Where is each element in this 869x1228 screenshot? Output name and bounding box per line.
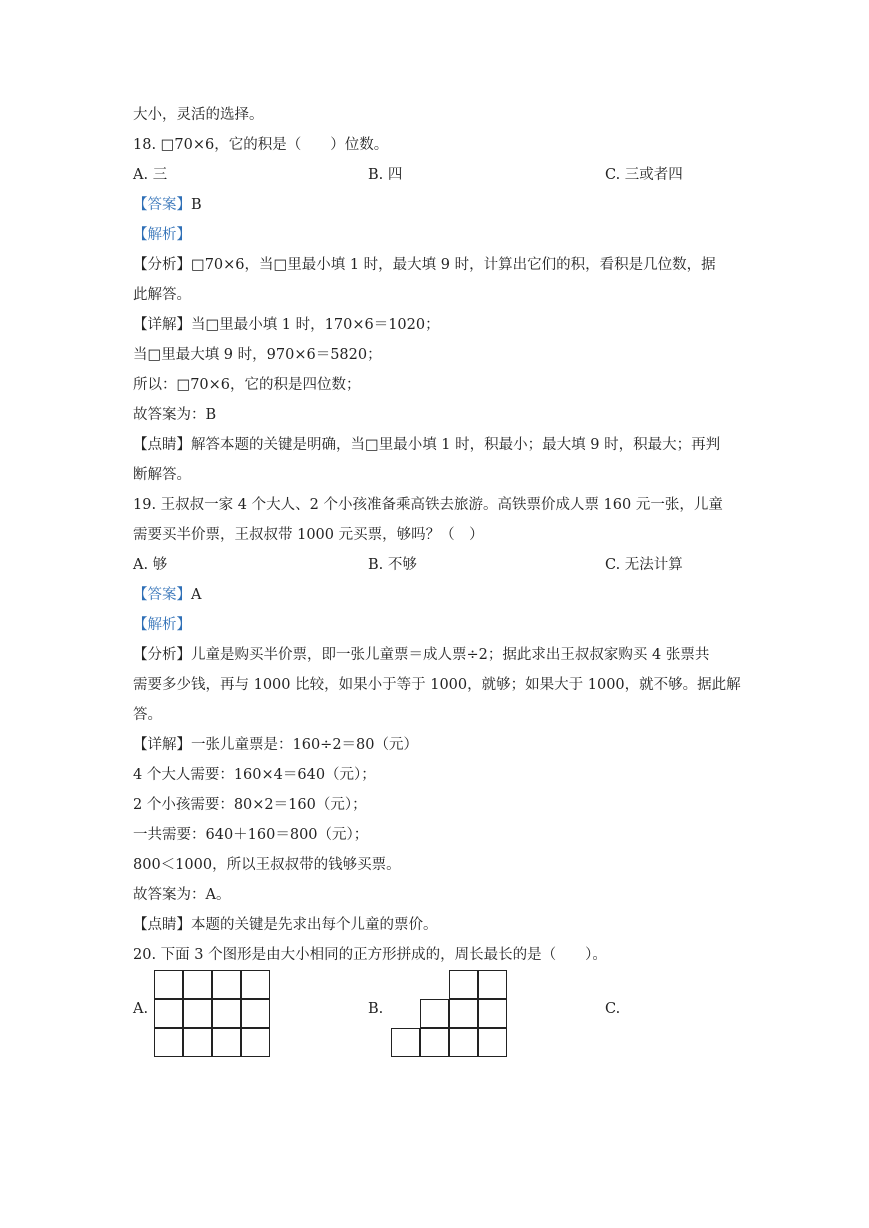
text-line: 大小，灵活的选择。 <box>133 107 264 123</box>
dianjing-text: 本题的关键是先求出每个儿童的票价。 <box>191 917 438 933</box>
document-page <box>133 100 743 970</box>
answer-value: B <box>191 197 202 213</box>
grid-cell <box>212 1028 241 1057</box>
grid-cell <box>449 970 478 999</box>
fenxi-tag: 【分析】 <box>133 257 191 273</box>
xiangjie-tag: 【详解】 <box>133 317 191 333</box>
xiangjie-line <box>133 310 743 340</box>
fenxi-text: 儿童是购买半价票，即一张儿童票＝成人票÷2；据此求出王叔叔家购买 4 张票共 <box>191 647 710 663</box>
analysis-tag: 【解析】 <box>133 617 191 633</box>
text-line: 当□里最大填 9 时，970×6＝5820； <box>133 347 382 363</box>
grid-cell <box>154 970 183 999</box>
xiangjie-text: 当□里最小填 1 时，170×6＝1020； <box>191 317 440 333</box>
grid-cell <box>241 970 270 999</box>
grid-cell <box>154 1028 183 1057</box>
analysis-tag: 【解析】 <box>133 227 191 243</box>
text-line: 800＜1000，所以王叔叔带的钱够买票。 <box>133 857 401 873</box>
text-line: 故答案为：A。 <box>133 887 231 903</box>
xiangjie-line <box>133 730 743 760</box>
dianjing-line <box>133 910 743 940</box>
grid-cell <box>183 999 212 1028</box>
grid-cell <box>449 1028 478 1057</box>
fenxi-text: □70×6，当□里最小填 1 时，最大填 9 时，计算出它们的积，看积是几位数，据 <box>191 257 716 273</box>
grid-cell <box>241 1028 270 1057</box>
fenxi-tag: 【分析】 <box>133 647 191 663</box>
grid-cell <box>420 1028 449 1057</box>
question-20-stem: 20. 下面 3 个图形是由大小相同的正方形拼成的，周长最长的是（ ）。 <box>133 947 607 963</box>
option-a: A. 够 <box>133 557 168 573</box>
text-line: 所以：□70×6，它的积是四位数； <box>133 377 361 393</box>
grid-cell <box>212 999 241 1028</box>
option-b: B. 四 <box>368 167 403 183</box>
question-18-options <box>133 160 743 190</box>
grid-cell <box>449 999 478 1028</box>
answer-line <box>133 190 743 220</box>
text-line: 一共需要：640＋160＝800（元）； <box>133 827 369 843</box>
dianjing-tag: 【点睛】 <box>133 917 191 933</box>
figure-b-label: B. <box>368 1001 384 1017</box>
answer-value: A <box>191 587 202 603</box>
grid-cell <box>183 1028 212 1057</box>
answer-tag: 【答案】 <box>133 587 191 603</box>
text-line: 故答案为：B <box>133 407 217 423</box>
question-18-stem: 18. □70×6，它的积是（ ）位数。 <box>133 137 389 153</box>
figure-a-label: A. <box>133 1001 149 1017</box>
text-line: 需要多少钱，再与 1000 比较，如果小于等于 1000，就够；如果大于 1000，就不够。据此解 <box>133 677 741 693</box>
answer-line <box>133 580 743 610</box>
text-line: 需要买半价票，王叔叔带 1000 元买票，够吗？（ ） <box>133 527 484 543</box>
fenxi-line <box>133 640 743 670</box>
text-line: 答。 <box>133 707 162 723</box>
question-19-options <box>133 550 743 580</box>
text-line: 2 个小孩需要：80×2＝160（元）； <box>133 797 367 813</box>
fenxi-line <box>133 250 743 280</box>
option-a: A. 三 <box>133 167 168 183</box>
question-19-stem: 19. 王叔叔一家 4 个大人、2 个小孩准备乘高铁去旅游。高铁票价成人票 160 元一张，儿童 <box>133 497 723 513</box>
grid-cell <box>420 999 449 1028</box>
text-line: 此解答。 <box>133 287 191 303</box>
question-20-figures <box>133 968 743 1060</box>
xiangjie-tag: 【详解】 <box>133 737 191 753</box>
dianjing-tag: 【点睛】 <box>133 437 191 453</box>
grid-cell <box>478 999 507 1028</box>
grid-cell <box>241 999 270 1028</box>
figure-c-label: C. <box>605 1001 621 1017</box>
dianjing-text: 解答本题的关键是明确，当□里最小填 1 时，积最小；最大填 9 时，积最大；再判 <box>191 437 721 453</box>
grid-cell <box>478 970 507 999</box>
dianjing-line <box>133 430 743 460</box>
grid-cell <box>183 970 212 999</box>
grid-cell <box>391 1028 420 1057</box>
xiangjie-text: 一张儿童票是：160÷2＝80（元） <box>191 737 419 753</box>
text-line: 断解答。 <box>133 467 191 483</box>
option-c: C. 无法计算 <box>605 557 683 573</box>
answer-tag: 【答案】 <box>133 197 191 213</box>
grid-cell <box>154 999 183 1028</box>
grid-cell <box>478 1028 507 1057</box>
option-c: C. 三或者四 <box>605 167 683 183</box>
text-line: 4 个大人需要：160×4＝640（元）； <box>133 767 376 783</box>
grid-cell <box>212 970 241 999</box>
option-b: B. 不够 <box>368 557 417 573</box>
